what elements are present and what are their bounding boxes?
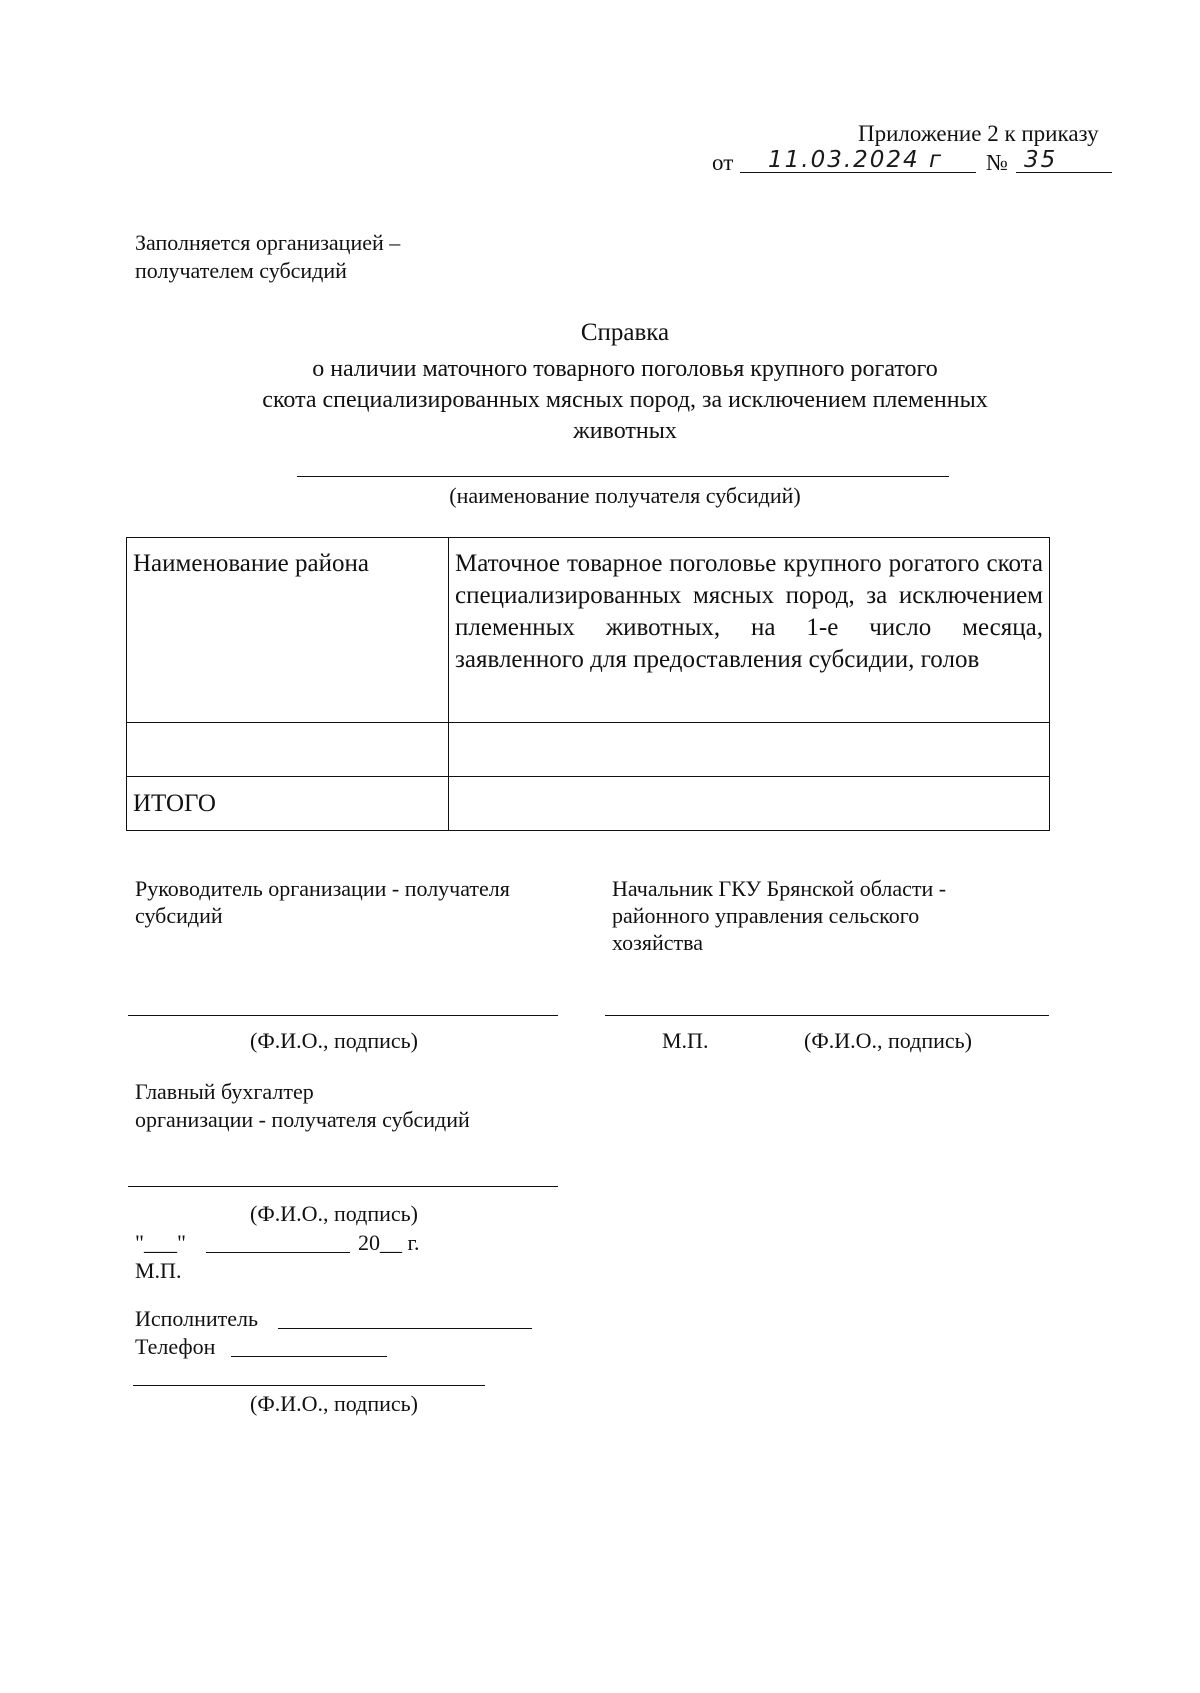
livestock-table: [126, 537, 1050, 831]
chief-title-line-1: Начальник ГКУ Брянской области -: [612, 876, 947, 901]
header-livestock-cell: Маточное товарное поголовье крупного рогатого скота специализированных мясных пород, за исключением племенных животных, на 1-е число месяца, заявленного для предоставления субсидии, голов: [449, 538, 1050, 723]
executor-label: Исполнитель: [135, 1306, 259, 1331]
total-label-cell: ИТОГО: [127, 777, 449, 831]
accountant-stamp-place: М.П.: [135, 1258, 182, 1283]
head-fio-caption: (Ф.И.О., подпись): [250, 1028, 418, 1053]
phone-line: [231, 1356, 387, 1357]
title-line-2: скота специализированных мясных пород, за исключением племенных: [262, 387, 988, 413]
document-heading: Справка: [580, 319, 670, 346]
accountant-fio-caption: (Ф.И.О., подпись): [250, 1201, 418, 1226]
executor-line: [278, 1328, 532, 1329]
district-input-cell[interactable]: [127, 723, 449, 777]
date-year-field: 20__ г.: [358, 1230, 420, 1255]
head-title-line-1: Руководитель организации - получателя: [135, 876, 510, 901]
accountant-title-line-1: Главный бухгалтер: [135, 1079, 314, 1104]
chief-signature-line: [605, 1015, 1049, 1016]
appendix-label: Приложение 2 к приказу: [858, 121, 1099, 146]
table-header-row: [127, 538, 1050, 723]
header-district-cell: Наименование района: [127, 538, 449, 723]
chief-stamp-place: М.П.: [662, 1028, 709, 1053]
note-line-2: получателем субсидий: [135, 258, 347, 283]
head-signature-line: [128, 1015, 558, 1016]
total-value-cell[interactable]: [449, 777, 1050, 831]
accountant-title-line-2: организации - получателя субсидий: [135, 1107, 470, 1132]
order-number-handwritten: 35: [1024, 147, 1058, 173]
date-month-line: [206, 1252, 350, 1253]
chief-title-line-3: хозяйства: [612, 930, 703, 955]
table-row: [127, 723, 1050, 777]
recipient-caption: (наименование получателя субсидий): [449, 483, 801, 508]
from-label: от: [712, 150, 734, 175]
date-day-field: "___": [135, 1230, 186, 1255]
title-line-1: о наличии маточного товарного поголовья крупного рогатого: [312, 356, 938, 382]
head-title-line-2: субсидий: [135, 903, 223, 928]
note-line-1: Заполняется организацией –: [135, 230, 401, 255]
title-line-3: животных: [573, 418, 677, 444]
order-date-handwritten: 11.03.2024 г: [768, 147, 944, 173]
chief-fio-caption: (Ф.И.О., подпись): [804, 1028, 972, 1053]
executor-signature-line: [133, 1385, 485, 1386]
executor-fio-caption: (Ф.И.О., подпись): [250, 1391, 418, 1416]
table-total-row: [127, 777, 1050, 831]
phone-label: Телефон: [135, 1334, 216, 1359]
chief-title-line-2: районного управления сельского: [612, 903, 920, 928]
number-label: №: [986, 150, 1008, 175]
accountant-signature-line: [128, 1186, 558, 1187]
livestock-input-cell[interactable]: [449, 723, 1050, 777]
recipient-name-line: [297, 476, 949, 477]
